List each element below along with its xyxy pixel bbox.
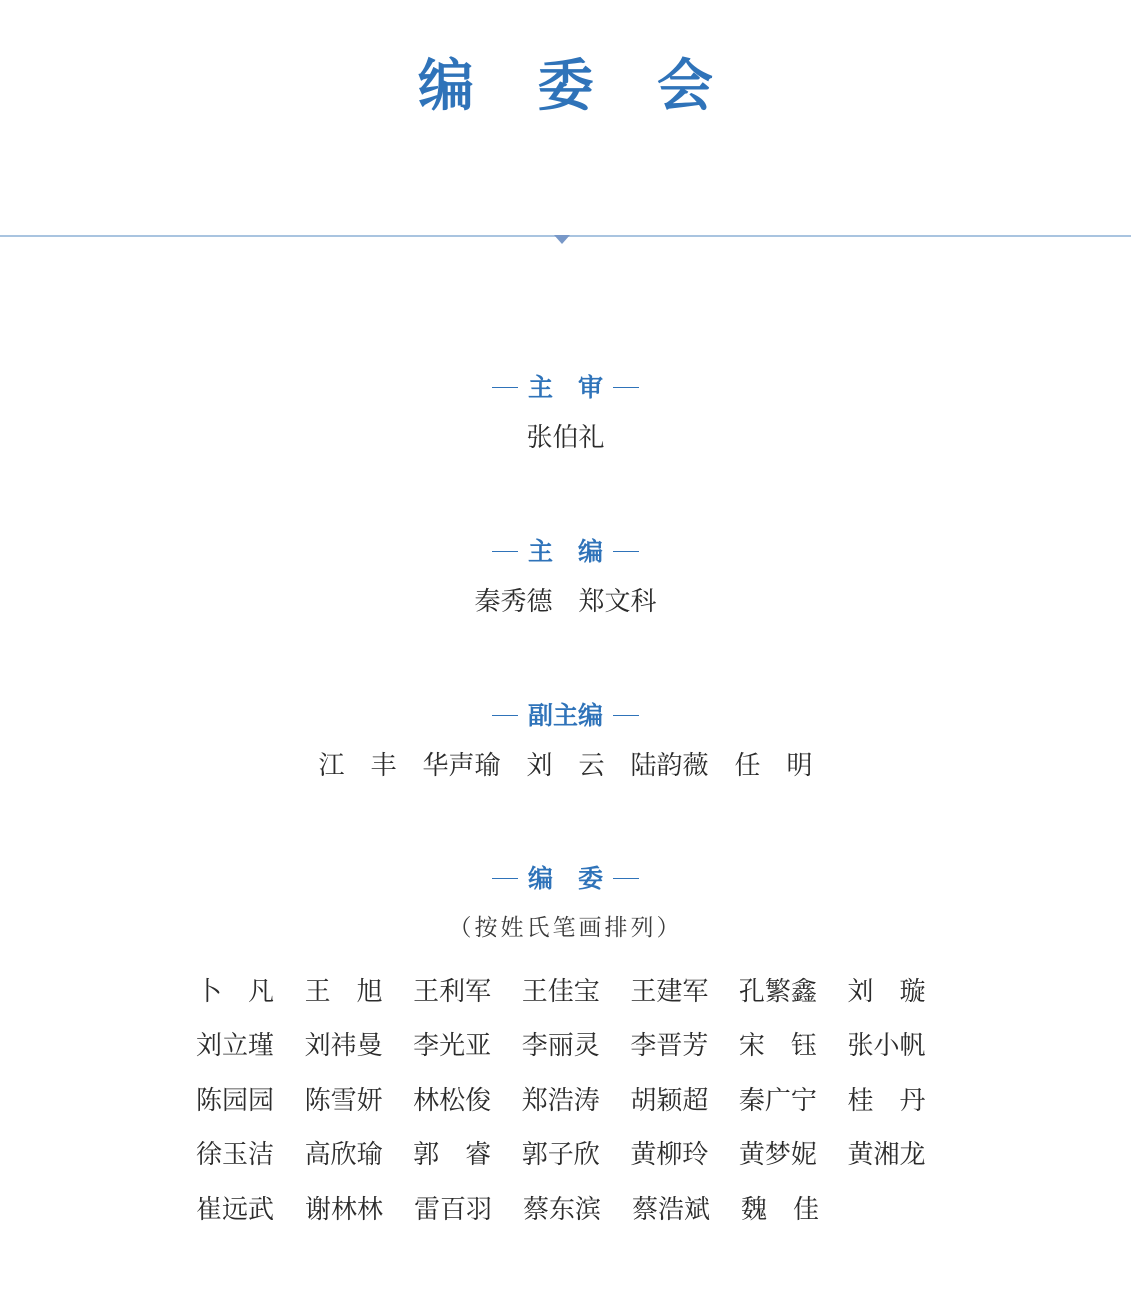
member-name: 崔远武 — [196, 1194, 275, 1225]
heading-rule-right — [613, 715, 639, 716]
member-name: 黄柳玲 — [630, 1140, 709, 1171]
member-name: 黄梦妮 — [738, 1140, 817, 1171]
member-name: 陈雪妍 — [304, 1085, 383, 1116]
member-name: 卜 凡 — [196, 976, 275, 1007]
heading-text: 副主编 — [527, 700, 603, 730]
member-name: 王佳宝 — [521, 976, 600, 1007]
member-name: 王利军 — [413, 976, 492, 1007]
member-name: 王建军 — [630, 976, 709, 1007]
member-name: 李丽灵 — [521, 1031, 600, 1062]
member-name: 胡颖超 — [630, 1085, 709, 1116]
heading-text: 主 编 — [527, 536, 603, 566]
member-name: 宋 钰 — [738, 1031, 817, 1062]
heading-rule-right — [613, 551, 639, 552]
chief-reviewer-names: 张伯礼 — [526, 423, 605, 453]
deputy-chief-editors-names: 江 丰 华声瑜 刘 云 陆韵薇 任 明 — [318, 751, 813, 781]
section-heading-editorial-board — [0, 857, 1131, 891]
member-name: 秦广宁 — [738, 1085, 817, 1116]
member-name: 刘祎曼 — [304, 1031, 383, 1062]
chief-editors-names: 秦秀德 郑文科 — [474, 587, 657, 617]
member-name: 张小帆 — [847, 1031, 926, 1062]
editorial-board-grid — [196, 962, 956, 1235]
member-name: 李光亚 — [413, 1031, 492, 1062]
member-name: 陈园园 — [196, 1085, 275, 1116]
member-name: 徐玉洁 — [196, 1140, 275, 1171]
heading-rule-right — [613, 387, 639, 388]
member-name: 王 旭 — [304, 976, 383, 1007]
member-name: 刘立瑾 — [196, 1031, 275, 1062]
heading-text: 主 审 — [527, 372, 603, 402]
grid-row — [196, 1180, 956, 1235]
grid-row — [196, 1017, 956, 1072]
heading-rule-left — [492, 551, 518, 552]
sort-order-note: （按姓氏笔画排列） — [448, 915, 683, 941]
member-name: 郑浩涛 — [521, 1085, 600, 1116]
heading-rule-left — [492, 715, 518, 716]
member-name: 魏 佳 — [741, 1194, 820, 1225]
member-name: 蔡东滨 — [523, 1194, 602, 1225]
section-heading-deputy-chief-editors — [0, 694, 1131, 728]
grid-row — [196, 1126, 956, 1181]
heading-rule-right — [613, 878, 639, 879]
grid-row — [196, 1071, 956, 1126]
member-name: 高欣瑜 — [304, 1140, 383, 1171]
member-name: 刘 璇 — [847, 976, 926, 1007]
member-name: 谢林林 — [305, 1194, 384, 1225]
page-title: 编 委 会 — [418, 53, 713, 119]
grid-row — [196, 962, 956, 1017]
section-heading-chief-reviewer — [0, 366, 1131, 400]
member-name: 孔繁鑫 — [738, 976, 817, 1007]
member-name: 李晋芳 — [630, 1031, 709, 1062]
member-name: 林松俊 — [413, 1085, 492, 1116]
heading-text: 编 委 — [527, 863, 603, 893]
heading-rule-left — [492, 878, 518, 879]
member-name: 黄湘龙 — [847, 1140, 926, 1171]
section-heading-chief-editors — [0, 530, 1131, 564]
member-name: 雷百羽 — [414, 1194, 493, 1225]
member-name: 桂 丹 — [847, 1085, 926, 1116]
divider-arrow-icon — [554, 235, 570, 244]
member-name: 郭子欣 — [521, 1140, 600, 1171]
member-name: 郭 睿 — [413, 1140, 492, 1171]
member-name: 蔡浩斌 — [632, 1194, 711, 1225]
heading-rule-left — [492, 387, 518, 388]
